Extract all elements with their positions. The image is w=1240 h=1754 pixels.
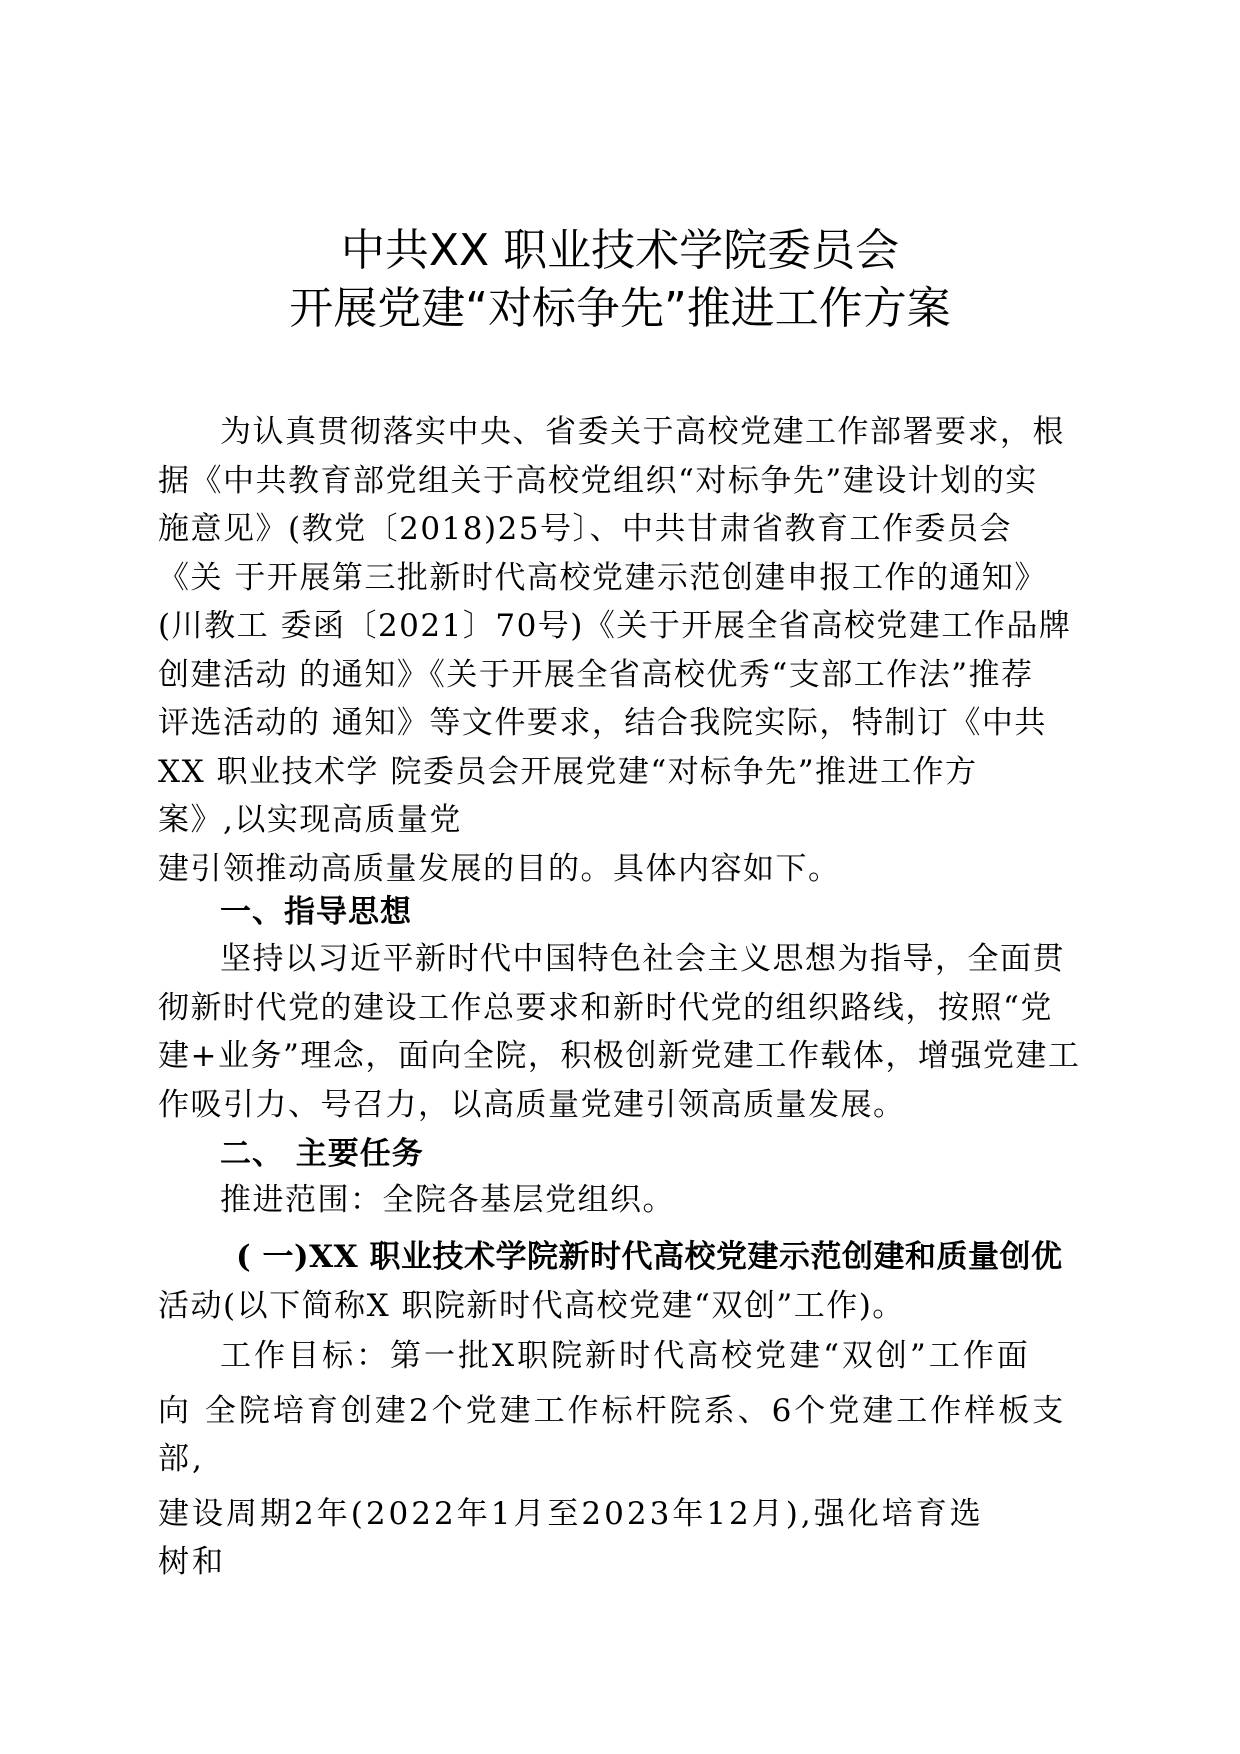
section-1-paragraph: [158, 935, 1088, 1129]
section-heading-main-tasks: 二、 主要任务: [220, 1136, 424, 1172]
intro-line: XX 职业技术学 院委员会开展党建“对标争先”推进工作方: [158, 753, 978, 790]
scope-line: 推进范围：全院各基层党组织。: [220, 1182, 675, 1218]
section-1-line: 作吸引力、号召力，以高质量党建引领高质量发展。: [158, 1086, 906, 1123]
goal-line: 树和: [158, 1544, 226, 1580]
goal-line: 工作目标：第一批X职院新时代高校党建“双创”工作面: [220, 1338, 1031, 1374]
subsection-1-title: ( 一)XX 职业技术学院新时代高校党建示范创建和质量创优: [236, 1239, 1063, 1275]
intro-line: 据《中共教育部党组关于高校党组织“对标争先”建设计划的实: [158, 462, 1038, 499]
subsection-1: [158, 1233, 1088, 1330]
subsection-1-title-cont: 活动(以下简称X 职院新时代高校党建“双创”工作)。: [158, 1287, 905, 1324]
intro-line: 《关 于开展第三批新时代高校党建示范创建申报工作的通知》: [158, 559, 1047, 596]
intro-line: 创建活动 的通知》《关于开展全省高校优秀“支部工作法”推荐: [158, 656, 1034, 693]
document-title: [0, 222, 1240, 338]
intro-line: 为认真贯彻落实中央、省委关于高校党建工作部署要求，根: [220, 414, 1065, 450]
title-line-1: 中共XX 职业技术学院委员会: [340, 225, 900, 276]
goal-line: 建设周期2年(2022年1月至2023年12月),强化培育选: [158, 1495, 984, 1532]
section-1-line: 建+业务”理念，面向全院，积极创新党建工作载体，增强党建工: [158, 1038, 1081, 1074]
section-1: [158, 888, 1088, 937]
section-heading-guiding-ideology: 一、指导思想: [220, 894, 412, 930]
section-1-line: 彻新时代党的建设工作总要求和新时代党的组织路线，按照“党: [158, 989, 1053, 1026]
intro-line: 案》,以实现高质量党: [158, 802, 462, 838]
work-goal-paragraph: [158, 1332, 1088, 1587]
section-2: [158, 1130, 1088, 1179]
intro-line: 建引领推动高质量发展的目的。具体内容如下。: [158, 850, 841, 887]
intro-paragraph: [158, 408, 1088, 893]
intro-line: 施意见》(教党〔2018)25号〕、中共甘肃省教育工作委员会: [158, 511, 1013, 547]
intro-line: 评选活动的 通知》等文件要求，结合我院实际，特制订《中共: [158, 705, 1047, 741]
section-1-line: 坚持以习近平新时代中国特色社会主义思想为指导，全面贯: [220, 941, 1065, 977]
intro-line: (川教工 委函〔2021〕70号)《关于开展全省高校党建工作品牌: [158, 608, 1072, 644]
goal-line: 向 全院培育创建2个党建工作标杆院系、6个党建工作样板支: [158, 1392, 1067, 1429]
title-line-2: 开展党建“对标争先”推进工作方案: [289, 283, 951, 334]
section-2-scope: [158, 1176, 1088, 1225]
goal-line: 部,: [158, 1441, 205, 1477]
